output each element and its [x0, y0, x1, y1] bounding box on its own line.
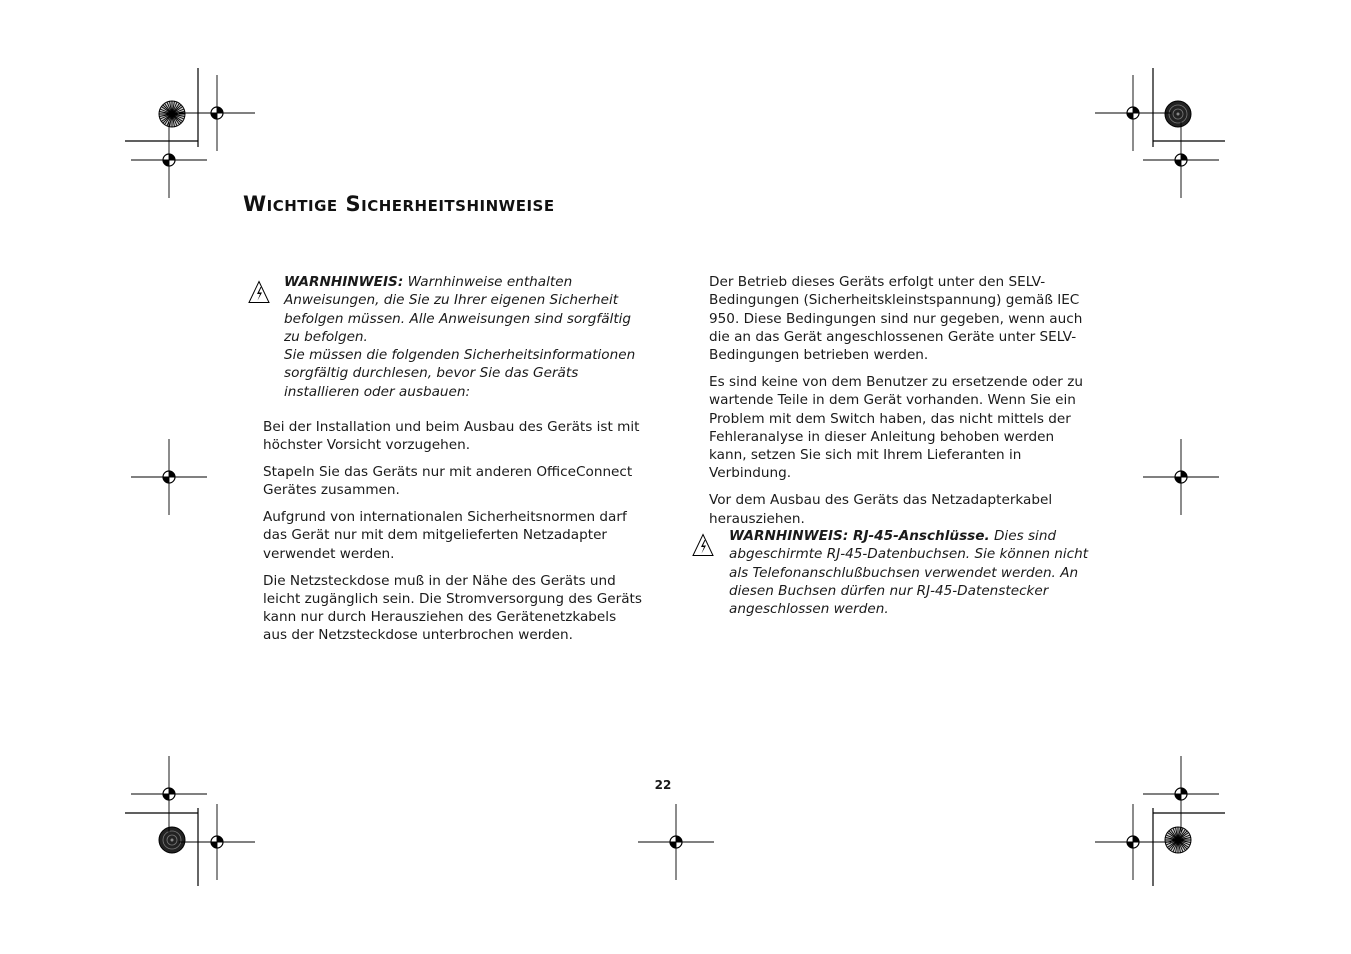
- warning-note: [729, 527, 1089, 618]
- registration-mark-icon: [179, 804, 255, 880]
- warning-text: Dies sind abgeschirmte RJ-45-Datenbuchsen. Sie können nicht als Telefonanschlußbuchsen verwendet werden. An diesen Buchsen dürfen nur RJ-45-Datenstecker angeschlossen werden.: [729, 528, 1089, 618]
- right-column: [709, 273, 1089, 536]
- paragraph: Aufgrund von internationalen Sicherheitsnormen darf das Gerät nur mit dem mitgelieferten Netzadapter verwendet werden.: [263, 509, 627, 562]
- page-number: 22: [654, 778, 672, 792]
- registration-mark-icon: [131, 756, 207, 832]
- color-bar-wheel-icon: [159, 827, 185, 853]
- page-title: Wichtige Sicherheitshinweise: [243, 192, 555, 216]
- registration-mark-icon: [131, 439, 207, 515]
- paragraph: Es sind keine von dem Benutzer zu ersetzende oder zu wartende Teile in dem Gerät vorhanden. Wenn Sie ein Problem mit dem Switch haben, das nicht mittels der Fehleranalyse in dieser Anleitung behoben werden kann, setzen Sie sich mit Ihrem Lieferanten in Verbindung.: [709, 373, 1083, 482]
- registration-mark-icon: [1143, 756, 1219, 832]
- registration-mark-icon: [1143, 122, 1219, 198]
- paragraph: Stapeln Sie das Geräts nur mit anderen OfficeConnect Gerätes zusammen.: [263, 464, 633, 499]
- registration-mark-icon: [1095, 804, 1171, 880]
- warning-note: [284, 273, 646, 401]
- registration-mark-icon: [131, 122, 207, 198]
- warning-label: WARNHINWEIS:: [284, 274, 404, 290]
- registration-mark-icon: [1143, 439, 1219, 515]
- paragraph: Die Netzsteckdose muß in der Nähe des Geräts und leicht zugänglich sein. Die Stromversorgung des Geräts kann nur durch Herausziehen des Gerätenetzkabels aus der Netzsteckdose unterbrochen werden.: [263, 572, 642, 644]
- paragraph: Vor dem Ausbau des Geräts das Netzadapterkabel herausziehen.: [709, 492, 1053, 527]
- warning-label: WARNHINWEIS: RJ-45-Anschlüsse.: [729, 528, 990, 544]
- registration-mark-icon: [638, 804, 714, 880]
- color-bar-wheel-icon: [1165, 827, 1191, 853]
- high-voltage-warning-icon: [248, 280, 270, 304]
- left-column: [263, 418, 643, 653]
- color-bar-wheel-icon: [1165, 101, 1191, 127]
- registration-mark-icon: [179, 75, 255, 151]
- high-voltage-warning-icon: [692, 533, 714, 557]
- registration-mark-icon: [1095, 75, 1171, 151]
- warning-text-continued: Sie müssen die folgenden Sicherheitsinformationen sorgfältig durchlesen, bevor Sie das Geräts installieren oder ausbauen:: [284, 347, 636, 400]
- warning-text: Warnhinweise enthalten Anweisungen, die Sie zu Ihrer eigenen Sicherheit befolgen müssen. Alle Anweisungen sind sorgfältig zu befolgen.: [284, 274, 632, 345]
- paragraph: Der Betrieb dieses Geräts erfolgt unter den SELV-Bedingungen (Sicherheitskleinstspannung) gemäß IEC 950. Diese Bedingungen sind nur gegeben, wenn auch die an das Gerät angeschlossenen Geräte unter SELV-Bedingungen betrieben werden.: [709, 274, 1083, 364]
- paragraph: Bei der Installation und beim Ausbau des Geräts ist mit höchster Vorsicht vorzugehen.: [263, 419, 640, 454]
- color-bar-wheel-icon: [159, 101, 185, 127]
